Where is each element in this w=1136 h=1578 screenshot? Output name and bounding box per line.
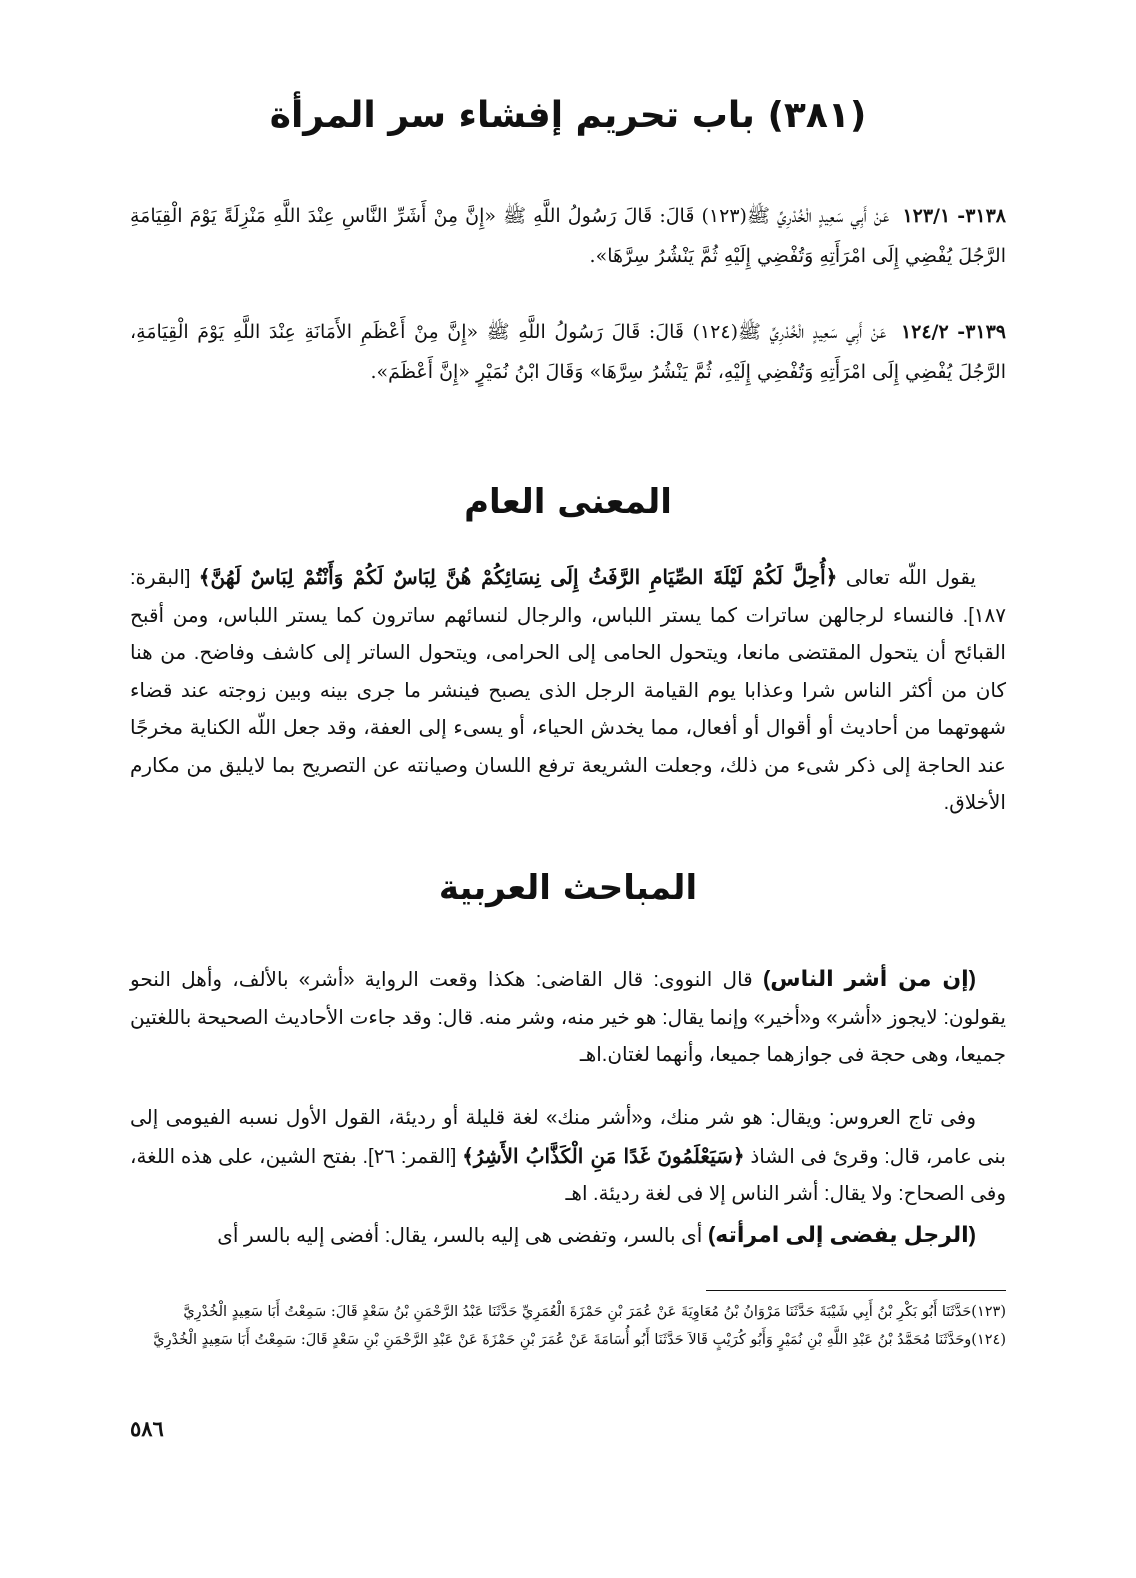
hadith-paragraph (130, 312, 1006, 392)
hadith-paragraph (130, 196, 1006, 276)
paragraph-text: [القمر: ٢٦]. بفتح الشين، على هذه اللغة، وفى الصحاح: ولا يقال: أشر الناس إلا فى لغة رديئة. اهـ (130, 1145, 1006, 1205)
hadith-3138 (130, 196, 1006, 276)
arabic-studies-paragraph-2 (130, 1100, 1006, 1214)
paragraph (130, 1100, 1006, 1214)
hadith-number: ٣١٣٩- (957, 321, 1007, 343)
hadith-text: عَنْ أَبِي سَعِيدٍ الْخُدْرِيِّ ﷺ(١٢٣) قَالَ: قَالَ رَسُولُ اللَّهِ ﷺ «إِنَّ مِنْ أَشَرِّ النَّاسِ عِنْدَ اللَّهِ مَنْزِلَةً يَوْمَ الْقِيَامَةِ الرَّجُلَ يُفْضِي إِلَى امْرَأَتِهِ وَتُفْضِي إِلَيْهِ ثُمَّ يَنْشُرُ سِرَّهَا». (130, 205, 1006, 267)
lemma-heading: (إن من أشر الناس) (762, 966, 976, 991)
section-title-general-meaning: المعنى العام (464, 482, 672, 522)
paragraph (130, 1216, 1006, 1256)
page-number: ٥٨٦ (130, 1416, 164, 1441)
general-meaning-body (130, 559, 1006, 823)
quran-verse: ﴿أُحِلَّ لَكُمْ لَيْلَةَ الصِّيَامِ الرَّفَثُ إِلَى نِسَائِكُمْ هُنَّ لِبَاسٌ لَكُمْ وَأَنْتُمْ لِبَاسٌ لَهُنَّ﴾ (198, 565, 838, 589)
paragraph (130, 960, 1006, 1075)
paragraph-text: أى بالسر، وتفضى هى إليه بالسر، يقال: أفضى إليه بالسر أى (217, 1225, 703, 1247)
footnote-divider (706, 1290, 1006, 1291)
hadith-number: ٣١٣٨- (957, 205, 1007, 227)
chapter-title: (٣٨١) باب تحريم إفشاء سر المرأة (269, 95, 867, 136)
footnote-124: (١٢٤)وحَدَّثَنَا مُحَمَّدُ بْنُ عَبْدِ اللَّهِ بْنِ نُمَيْرٍ وَأَبُو كُرَيْبٍ قَالاَ حَدَّثَنَا أَبُو أُسَامَةَ عَنْ عُمَرَ بْنِ حَمْزَةَ عَنْ عَبْدِ الرَّحْمَنِ بْنِ سَعْدٍ قَالَ: سَمِعْتُ أَبَا سَعِيدٍ الْخُدْرِيَّ (153, 1332, 1006, 1348)
lemma-heading: (الرجل يفضى إلى امرأته) (707, 1222, 976, 1247)
hadith-text: عَنْ أَبِي سَعِيدٍ الْخُدْرِيِّ ﷺ(١٢٤) قَالَ: قَالَ رَسُولُ اللَّهِ ﷺ «إِنَّ مِنْ أَعْظَمِ الأَمَانَةِ عِنْدَ اللَّهِ يَوْمَ الْقِيَامَةِ، الرَّجُلَ يُفْضِي إِلَى امْرَأَتِهِ وَتُفْضِي إِلَيْهِ، ثُمَّ يَنْشُرُ سِرَّهَا» وَقَالَ ابْنُ نُمَيْرٍ «إِنَّ أَعْظَمَ». (130, 321, 1006, 383)
footnote-123: (١٢٣)حَدَّثَنَا أَبُو بَكْرِ بْنُ أَبِي شَيْبَةَ حَدَّثَنَا مَرْوَانُ بْنُ مُعَاوِيَةَ عَنْ عُمَرَ بْنِ حَمْزَةَ الْعُمَرِيِّ حَدَّثَنَا عَبْدُ الرَّحْمَنِ بْنُ سَعْدٍ قَالَ: سَمِعْتُ أَبَا سَعِيدٍ الْخُدْرِيَّ (183, 1304, 1006, 1320)
general-meaning-paragraph (130, 559, 1006, 823)
section-title-arabic-studies: المباحث العربية (438, 868, 698, 908)
arabic-studies-paragraph-3 (130, 1216, 1006, 1256)
footnotes (130, 1300, 1006, 1356)
meaning-intro: يقول اللّه تعالى (845, 567, 976, 589)
arabic-studies-paragraph-1 (130, 960, 1006, 1075)
hadith-inner-number: ١٢٣/١ (902, 205, 951, 227)
meaning-text: [البقرة: ١٨٧]. فالنساء لرجالهن ساترات كما يستر اللباس، والرجال لنسائهم ساترون كما يستر اللباس، ومن أقبح القبائح أن يتحول المقتضى مانعا، ويتحول الحامى إلى الحرامى، ويتحول الساتر إلى كاشف وفاضح. من هنا كان من أكثر الناس شرا وعذابا يوم القيامة الرجل الذى يصبح فينشر ما جرى بينه وبين زوجته عند قضاء شهوتهما من أحاديث أو أقوال أو أفعال، مما يخدش الحياء، أو يسىء إلى العفة، وقد جعل اللّه الكناية مخرجًا عند الحاجة إلى ذكر شىء من ذلك، وجعلت الشريعة ترفع اللسان وصيانته عن التصريح بما لايليق من مكارم الأخلاق. (130, 567, 1006, 814)
paragraph-text: وفى تاج العروس: ويقال: هو شر منك، و«أشر منك» لغة قليلة أو رديئة، القول الأول نسبه الفيومى إلى بنى عامر، قال: وقرئ فى الشاذ (130, 1107, 1006, 1168)
hadith-inner-number: ١٢٤/٢ (900, 321, 949, 343)
quran-verse: ﴿سَيَعْلَمُونَ غَدًا مَنِ الْكَذَّابُ الأَشِرُ﴾ (462, 1143, 745, 1168)
hadith-3139 (130, 312, 1006, 392)
paragraph-text: قال النووى: قال القاضى: هكذا وقعت الرواية «أشر» بالألف، وأهل النحو يقولون: لايجوز «أشر» و«أخير» وإنما يقال: هو خير منه، وشر منه. قال: وقد جاءت الأحاديث الصحيحة باللغتين جميعا، وهى حجة فى جوازهما جميعا، وأنهما لغتان.اهـ (130, 969, 1006, 1066)
